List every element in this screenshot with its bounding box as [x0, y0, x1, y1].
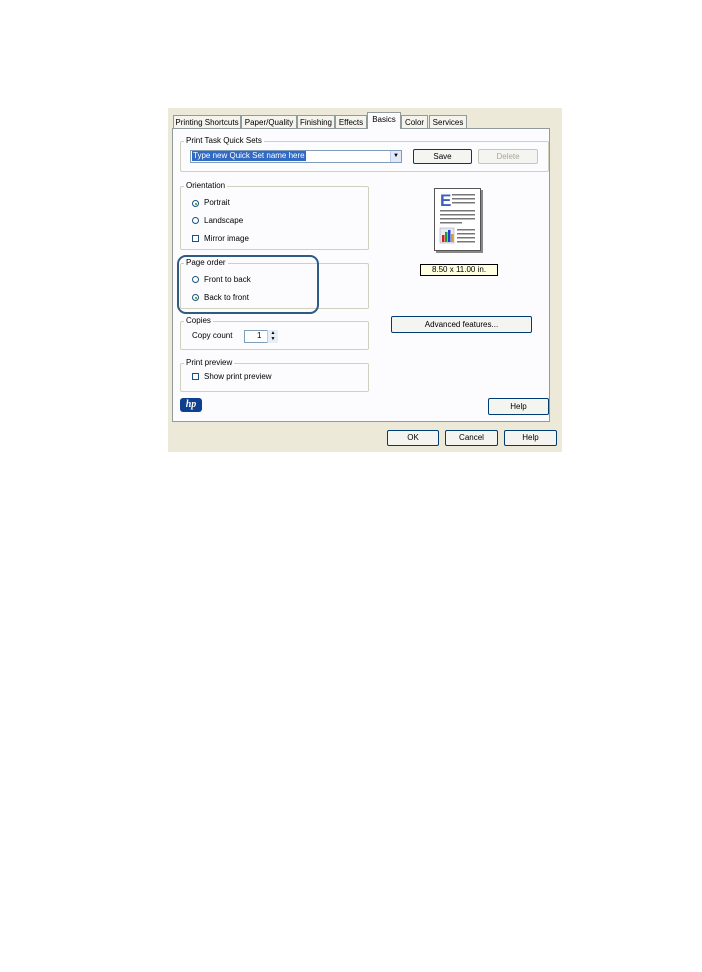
print-preview-legend: Print preview: [186, 358, 233, 367]
footer-help-button[interactable]: Help: [504, 430, 557, 446]
show-print-preview-checkbox[interactable]: [192, 373, 199, 380]
spinner-up-icon[interactable]: ▲: [270, 330, 276, 336]
mirror-image-checkbox[interactable]: [192, 235, 199, 242]
tab-finishing[interactable]: Finishing: [297, 115, 335, 128]
show-print-preview-label: Show print preview: [204, 372, 272, 381]
copy-count-value[interactable]: 1: [257, 331, 262, 340]
page-order-highlight: [177, 255, 319, 314]
page-preview-icon: [434, 188, 481, 251]
quick-set-name-input[interactable]: Type new Quick Set name here: [193, 151, 305, 160]
delete-button[interactable]: Delete: [478, 149, 538, 164]
landscape-radio[interactable]: [192, 217, 199, 224]
ok-button[interactable]: OK: [387, 430, 439, 446]
copy-count-label: Copy count: [192, 331, 233, 340]
copy-count-stepper[interactable]: [267, 330, 278, 343]
back-to-front-label: Back to front: [204, 293, 249, 302]
svg-text:E: E: [440, 191, 452, 210]
spinner-down-icon[interactable]: ▼: [270, 336, 276, 342]
front-to-back-label: Front to back: [204, 275, 251, 284]
cancel-button[interactable]: Cancel: [445, 430, 498, 446]
landscape-label: Landscape: [204, 216, 244, 225]
panel-help-button[interactable]: Help: [488, 398, 549, 415]
portrait-label: Portrait: [204, 198, 230, 207]
tab-basics[interactable]: Basics: [367, 112, 401, 129]
paper-size-label: 8.50 x 11.00 in.: [420, 264, 498, 276]
mirror-image-label: Mirror image: [204, 234, 249, 243]
copies-legend: Copies: [186, 316, 211, 325]
chevron-down-icon[interactable]: ▼: [390, 151, 401, 162]
orientation-legend: Orientation: [186, 181, 226, 190]
tab-services[interactable]: Services: [429, 115, 467, 128]
quick-sets-legend: Print Task Quick Sets: [186, 136, 262, 145]
tab-color[interactable]: Color: [401, 115, 428, 128]
tab-paper-quality[interactable]: Paper/Quality: [241, 115, 297, 128]
save-button[interactable]: Save: [413, 149, 472, 164]
hp-logo: hp: [180, 398, 202, 412]
page-order-legend: Page order: [186, 258, 226, 267]
tab-effects[interactable]: Effects: [335, 115, 367, 128]
portrait-radio[interactable]: [192, 200, 199, 207]
tab-printing-shortcuts[interactable]: Printing Shortcuts: [173, 115, 241, 128]
advanced-features-button[interactable]: Advanced features...: [391, 316, 532, 333]
